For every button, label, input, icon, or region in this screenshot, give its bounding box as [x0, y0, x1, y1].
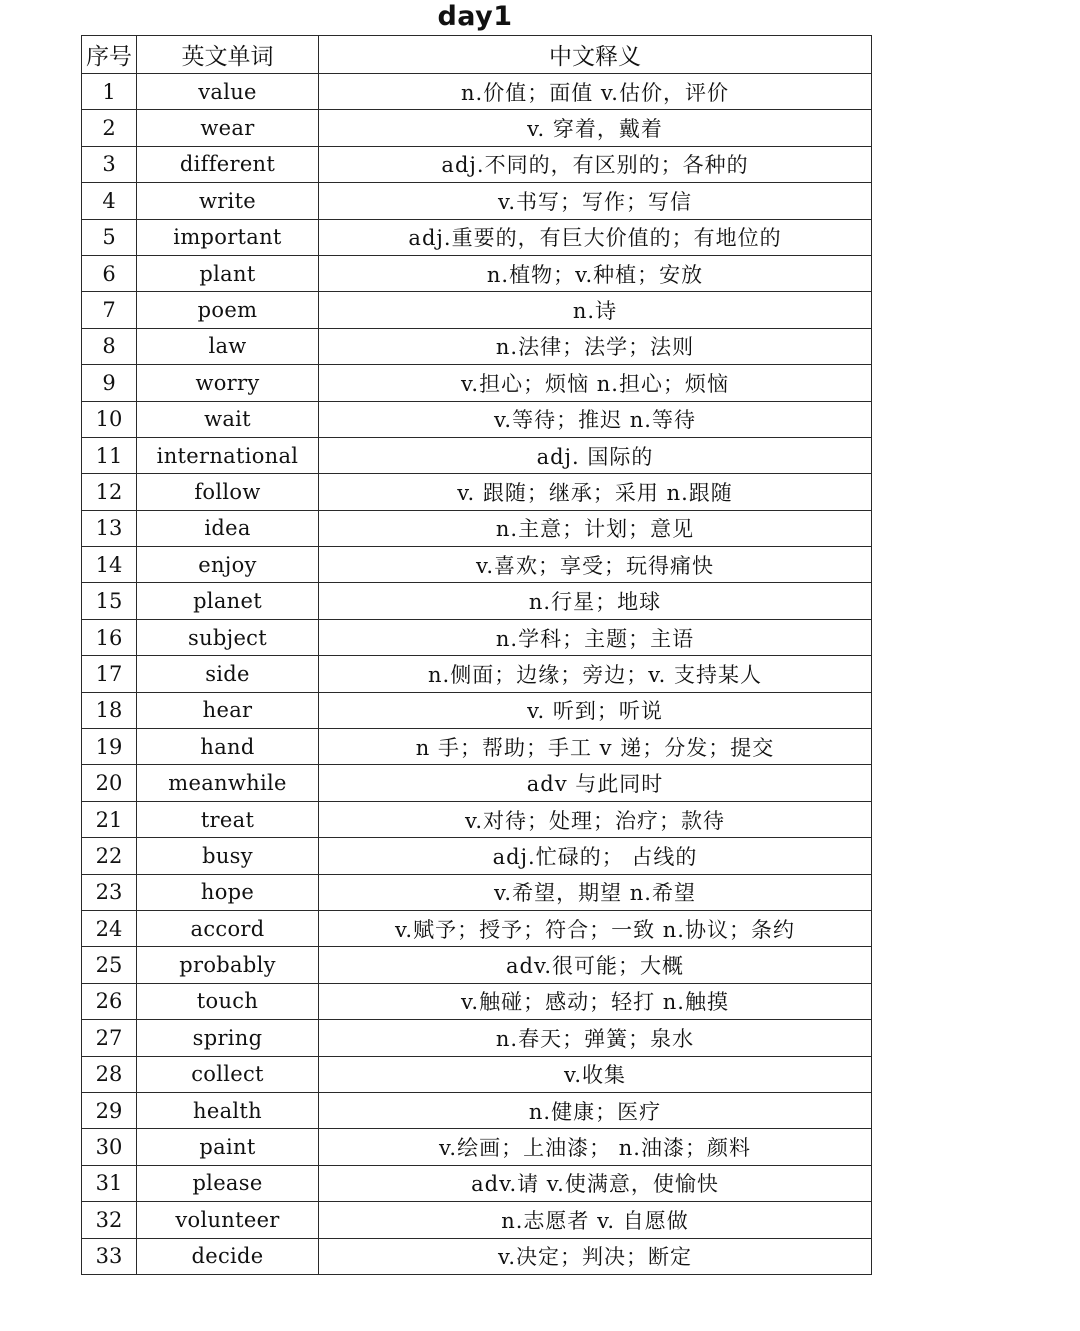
english-word: idea	[137, 510, 319, 546]
row-number: 14	[82, 547, 137, 583]
table-row	[82, 619, 872, 655]
chinese-meaning: n.法律；法学；法则	[319, 328, 872, 364]
english-word: decide	[137, 1238, 319, 1274]
chinese-meaning: v.希望，期望 n.希望	[319, 874, 872, 910]
table-row	[82, 401, 872, 437]
table-row	[82, 583, 872, 619]
row-number: 5	[82, 219, 137, 255]
english-word: probably	[137, 947, 319, 983]
table-row	[82, 1238, 872, 1274]
chinese-meaning: adv.很可能；大概	[319, 947, 872, 983]
chinese-meaning: v.书写；写作；写信	[319, 183, 872, 219]
chinese-meaning: n.志愿者 v. 自愿做	[319, 1202, 872, 1238]
english-word: value	[137, 74, 319, 110]
chinese-meaning: v.等待；推迟 n.等待	[319, 401, 872, 437]
row-number: 15	[82, 583, 137, 619]
english-word: treat	[137, 801, 319, 837]
row-number: 10	[82, 401, 137, 437]
table-row	[82, 874, 872, 910]
table-row	[82, 547, 872, 583]
header-english-word: 英文单词	[137, 36, 319, 74]
english-word: meanwhile	[137, 765, 319, 801]
table-row	[82, 255, 872, 291]
chinese-meaning: adj. 国际的	[319, 437, 872, 473]
row-number: 7	[82, 292, 137, 328]
table-body	[82, 74, 872, 1275]
english-word: hear	[137, 692, 319, 728]
row-number: 13	[82, 510, 137, 546]
english-word: volunteer	[137, 1202, 319, 1238]
table-row	[82, 1129, 872, 1165]
chinese-meaning: v.绘画；上油漆； n.油漆；颜料	[319, 1129, 872, 1165]
table-row	[82, 801, 872, 837]
table-row	[82, 1202, 872, 1238]
row-number: 26	[82, 983, 137, 1019]
table-row	[82, 947, 872, 983]
table-row	[82, 692, 872, 728]
chinese-meaning: adv.请 v.使满意，使愉快	[319, 1165, 872, 1201]
english-word: accord	[137, 910, 319, 946]
chinese-meaning: adj.重要的，有巨大价值的；有地位的	[319, 219, 872, 255]
chinese-meaning: n.主意；计划；意见	[319, 510, 872, 546]
row-number: 31	[82, 1165, 137, 1201]
chinese-meaning: adj.忙碌的； 占线的	[319, 838, 872, 874]
row-number: 21	[82, 801, 137, 837]
english-word: important	[137, 219, 319, 255]
table-row	[82, 183, 872, 219]
english-word: different	[137, 146, 319, 182]
english-word: worry	[137, 365, 319, 401]
row-number: 18	[82, 692, 137, 728]
table-row	[82, 1056, 872, 1092]
english-word: law	[137, 328, 319, 364]
table-row	[82, 729, 872, 765]
english-word: plant	[137, 255, 319, 291]
page-title: day1	[437, 1, 513, 32]
row-number: 1	[82, 74, 137, 110]
english-word: international	[137, 437, 319, 473]
english-word: touch	[137, 983, 319, 1019]
english-word: hope	[137, 874, 319, 910]
english-word: wait	[137, 401, 319, 437]
row-number: 4	[82, 183, 137, 219]
english-word: hand	[137, 729, 319, 765]
chinese-meaning: n.价值；面值 v.估价，评价	[319, 74, 872, 110]
table-row	[82, 1092, 872, 1128]
chinese-meaning: v.对待；处理；治疗；款待	[319, 801, 872, 837]
english-word: health	[137, 1092, 319, 1128]
row-number: 30	[82, 1129, 137, 1165]
row-number: 3	[82, 146, 137, 182]
row-number: 27	[82, 1020, 137, 1056]
row-number: 16	[82, 619, 137, 655]
chinese-meaning: v.决定；判决；断定	[319, 1238, 872, 1274]
table-row	[82, 656, 872, 692]
chinese-meaning: v. 穿着，戴着	[319, 110, 872, 146]
table-row	[82, 910, 872, 946]
english-word: please	[137, 1165, 319, 1201]
table-row	[82, 838, 872, 874]
chinese-meaning: n.行星；地球	[319, 583, 872, 619]
table-row	[82, 292, 872, 328]
english-word: poem	[137, 292, 319, 328]
row-number: 17	[82, 656, 137, 692]
row-number: 22	[82, 838, 137, 874]
chinese-meaning: n.植物；v.种植；安放	[319, 255, 872, 291]
english-word: planet	[137, 583, 319, 619]
table-row	[82, 74, 872, 110]
english-word: busy	[137, 838, 319, 874]
chinese-meaning: n.学科；主题；主语	[319, 619, 872, 655]
english-word: paint	[137, 1129, 319, 1165]
chinese-meaning: adv 与此同时	[319, 765, 872, 801]
row-number: 25	[82, 947, 137, 983]
chinese-meaning: n.春天；弹簧；泉水	[319, 1020, 872, 1056]
table-row	[82, 110, 872, 146]
english-word: write	[137, 183, 319, 219]
table-row	[82, 765, 872, 801]
english-word: follow	[137, 474, 319, 510]
english-word: wear	[137, 110, 319, 146]
table-row	[82, 146, 872, 182]
row-number: 24	[82, 910, 137, 946]
row-number: 20	[82, 765, 137, 801]
chinese-meaning: v. 听到；听说	[319, 692, 872, 728]
row-number: 33	[82, 1238, 137, 1274]
chinese-meaning: v.赋予；授予；符合；一致 n.协议；条约	[319, 910, 872, 946]
table-row	[82, 328, 872, 364]
row-number: 8	[82, 328, 137, 364]
table-row	[82, 510, 872, 546]
header-chinese-meaning: 中文释义	[319, 36, 872, 74]
row-number: 29	[82, 1092, 137, 1128]
row-number: 2	[82, 110, 137, 146]
table-row	[82, 219, 872, 255]
english-word: spring	[137, 1020, 319, 1056]
row-number: 32	[82, 1202, 137, 1238]
chinese-meaning: v.担心；烦恼 n.担心；烦恼	[319, 365, 872, 401]
table-row	[82, 1020, 872, 1056]
table-row	[82, 983, 872, 1019]
english-word: collect	[137, 1056, 319, 1092]
chinese-meaning: adj.不同的，有区别的；各种的	[319, 146, 872, 182]
row-number: 11	[82, 437, 137, 473]
table-row	[82, 437, 872, 473]
chinese-meaning: v.触碰；感动；轻打 n.触摸	[319, 983, 872, 1019]
chinese-meaning: v. 跟随；继承；采用 n.跟随	[319, 474, 872, 510]
table-header-row	[82, 36, 872, 74]
table-row	[82, 365, 872, 401]
row-number: 9	[82, 365, 137, 401]
row-number: 28	[82, 1056, 137, 1092]
chinese-meaning: n 手；帮助；手工 v 递；分发；提交	[319, 729, 872, 765]
chinese-meaning: n.诗	[319, 292, 872, 328]
english-word: enjoy	[137, 547, 319, 583]
row-number: 19	[82, 729, 137, 765]
english-word: subject	[137, 619, 319, 655]
chinese-meaning: v.收集	[319, 1056, 872, 1092]
row-number: 6	[82, 255, 137, 291]
row-number: 12	[82, 474, 137, 510]
row-number: 23	[82, 874, 137, 910]
chinese-meaning: n.健康；医疗	[319, 1092, 872, 1128]
table-row	[82, 1165, 872, 1201]
vocabulary-table	[81, 35, 872, 1275]
english-word: side	[137, 656, 319, 692]
header-number: 序号	[82, 36, 137, 74]
chinese-meaning: v.喜欢；享受；玩得痛快	[319, 547, 872, 583]
table-row	[82, 474, 872, 510]
chinese-meaning: n.侧面；边缘；旁边；v. 支持某人	[319, 656, 872, 692]
